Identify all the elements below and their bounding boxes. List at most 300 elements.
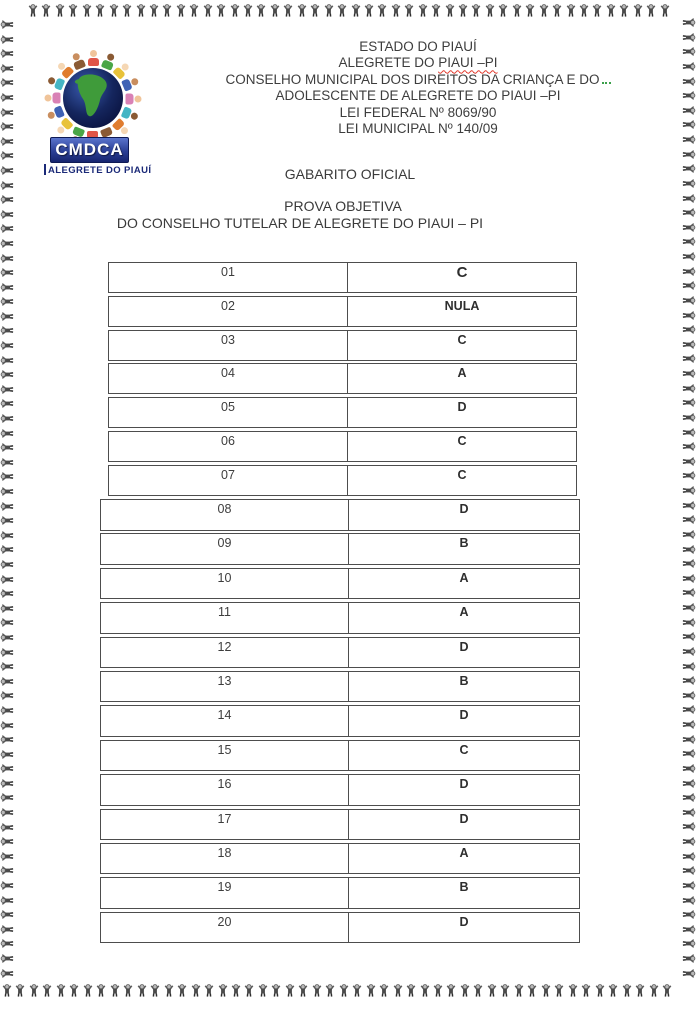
dancing-child-icon: [683, 295, 696, 305]
dancing-child-icon: [683, 61, 696, 71]
dancing-child-icon: [539, 4, 549, 17]
dancing-child-icon: [1, 647, 14, 657]
dancing-child-icon: [243, 4, 253, 17]
answer-table-part-2: [100, 499, 580, 946]
answer-cell: C: [347, 432, 576, 461]
child-figure-icon: [45, 92, 62, 104]
dancing-child-icon: [683, 778, 696, 788]
dancing-child-icon: [55, 4, 65, 17]
child-figure-icon: [87, 50, 99, 67]
dancing-child-icon: [123, 984, 133, 997]
header-line-alegrete: [168, 55, 668, 71]
dancing-child-icon: [204, 984, 214, 997]
dancing-child-icon: [683, 398, 696, 408]
dancing-child-icon: [176, 4, 186, 17]
dancing-child-icon: [1, 443, 14, 453]
table-row: [108, 465, 577, 496]
dancing-child-icon: [1, 165, 14, 175]
dancing-child-icon: [633, 4, 643, 17]
answer-cell: D: [348, 706, 579, 736]
dancing-child-icon: [162, 4, 172, 17]
table-row: [100, 809, 580, 841]
dancing-child-icon: [579, 4, 589, 17]
dancing-child-icon: [683, 529, 696, 539]
question-number-cell: 05: [221, 400, 235, 415]
header-line-alegrete-prefix: ALEGRETE DO: [338, 55, 439, 71]
answer-cell: D: [348, 913, 579, 943]
dancing-child-icon: [109, 4, 119, 17]
dancing-child-icon: [683, 661, 696, 671]
dancing-child-icon: [1, 881, 14, 891]
dancing-child-icon: [683, 632, 696, 642]
dancing-child-icon: [592, 4, 602, 17]
table-row: [100, 499, 580, 531]
dancing-child-icon: [683, 910, 696, 920]
dancing-child-icon: [1, 939, 14, 949]
header-line-lei-municipal: LEI MUNICIPAL Nº 140/09: [338, 121, 498, 137]
dancing-child-icon: [683, 734, 696, 744]
dancing-child-icon: [683, 325, 696, 335]
table-row: [100, 705, 580, 737]
dancing-child-icon: [95, 4, 105, 17]
dancing-child-icon: [136, 4, 146, 17]
dancing-child-icon: [608, 984, 618, 997]
dancing-child-icon: [487, 984, 497, 997]
question-number-cell: 19: [217, 880, 232, 895]
answer-cell: C: [347, 263, 576, 292]
dancing-child-icon: [177, 984, 187, 997]
dancing-child-icon: [683, 237, 696, 247]
dancing-child-icon: [283, 4, 293, 17]
dancing-child-icon: [366, 984, 376, 997]
dancing-child-icon: [1, 749, 14, 759]
dancing-child-icon: [1, 399, 14, 409]
dancing-child-icon: [683, 705, 696, 715]
dancing-child-icon: [1, 384, 14, 394]
dancing-child-icon: [404, 4, 414, 17]
dancing-child-icon: [595, 984, 605, 997]
dancing-child-icon: [683, 18, 696, 28]
dancing-child-icon: [683, 603, 696, 613]
table-row: [108, 330, 577, 361]
dancing-child-icon: [149, 4, 159, 17]
dancing-child-icon: [683, 193, 696, 203]
dancing-child-icon: [683, 383, 696, 393]
dancing-child-icon: [683, 412, 696, 422]
table-row: [100, 843, 580, 875]
cmdca-logo: [44, 44, 164, 176]
answer-cell: B: [348, 672, 579, 702]
dancing-child-icon: [683, 354, 696, 364]
dancing-child-icon: [150, 984, 160, 997]
dancing-child-icon: [15, 984, 25, 997]
dancing-child-icon: [1, 837, 14, 847]
question-number-cell: 10: [217, 570, 232, 585]
question-number-cell: 13: [217, 673, 232, 688]
question-number-cell: 11: [218, 605, 231, 620]
dancing-child-icon: [445, 4, 455, 17]
table-row: [100, 602, 580, 634]
dancing-child-icon: [325, 984, 335, 997]
dancing-child-icon: [1, 20, 14, 30]
dancing-child-icon: [393, 984, 403, 997]
dancing-child-icon: [1, 574, 14, 584]
header-line-conselho: [168, 72, 668, 88]
dancing-child-icon: [566, 4, 576, 17]
dancing-child-icon: [379, 984, 389, 997]
answer-cell: D: [348, 810, 579, 840]
dancing-child-icon: [1, 487, 14, 497]
question-number-cell: 06: [221, 433, 235, 448]
dancing-child-icon: [527, 984, 537, 997]
dancing-child-icon: [683, 252, 696, 262]
dancing-child-icon: [1, 851, 14, 861]
dancing-child-icon: [1, 691, 14, 701]
dancing-child-icon: [1, 968, 14, 978]
answer-cell: A: [348, 569, 579, 599]
dancing-child-icon: [1, 559, 14, 569]
dancing-child-icon: [1, 501, 14, 511]
dancing-child-icon: [122, 4, 132, 17]
dancing-child-icon: [552, 4, 562, 17]
document-header: [168, 39, 668, 137]
header-line-lei-federal: LEI FEDERAL Nº 8069/90: [339, 104, 497, 120]
dancing-child-icon: [218, 984, 228, 997]
answer-cell: B: [348, 534, 579, 564]
dancing-child-icon: [433, 984, 443, 997]
dancing-child-icon: [568, 984, 578, 997]
page-border-top: [28, 4, 670, 18]
dancing-child-icon: [683, 646, 696, 656]
prova-subtitle-line1: PROVA OBJETIVA: [284, 198, 402, 214]
dancing-child-icon: [420, 984, 430, 997]
dancing-child-icon: [683, 471, 696, 481]
dancing-child-icon: [1, 34, 14, 44]
dancing-child-icon: [458, 4, 468, 17]
dancing-child-icon: [297, 4, 307, 17]
dancing-child-icon: [1, 954, 14, 964]
dancing-child-icon: [191, 984, 201, 997]
dancing-child-icon: [1, 92, 14, 102]
dancing-child-icon: [431, 4, 441, 17]
dancing-child-icon: [649, 984, 659, 997]
dancing-child-icon: [1, 370, 14, 380]
dancing-child-icon: [1, 910, 14, 920]
question-number-cell: 04: [221, 366, 235, 381]
dancing-child-icon: [683, 866, 696, 876]
dancing-child-icon: [662, 984, 672, 997]
dancing-child-icon: [606, 4, 616, 17]
dancing-child-icon: [1, 151, 14, 161]
table-row: [100, 877, 580, 909]
dancing-child-icon: [683, 837, 696, 847]
dancing-child-icon: [683, 968, 696, 978]
dancing-child-icon: [1, 297, 14, 307]
prova-subtitle-line2: DO CONSELHO TUTELAR DE ALEGRETE DO PIAUI – PI: [116, 215, 484, 231]
dancing-child-icon: [1, 472, 14, 482]
dancing-child-icon: [1, 618, 14, 628]
dancing-child-icon: [683, 749, 696, 759]
dancing-child-icon: [2, 984, 12, 997]
question-number-cell: 08: [217, 502, 232, 516]
dancing-child-icon: [1, 180, 14, 190]
dancing-child-icon: [646, 4, 656, 17]
table-row: [100, 671, 580, 703]
table-row: [108, 262, 577, 293]
dancing-child-icon: [1, 136, 14, 146]
dancing-child-icon: [28, 4, 38, 17]
dancing-child-icon: [446, 984, 456, 997]
dancing-child-icon: [230, 4, 240, 17]
dancing-child-icon: [473, 984, 483, 997]
question-number-cell: 07: [221, 467, 235, 482]
dancing-child-icon: [1, 224, 14, 234]
dancing-child-icon: [1, 589, 14, 599]
dancing-child-icon: [683, 266, 696, 276]
dancing-child-icon: [683, 76, 696, 86]
dancing-child-icon: [683, 617, 696, 627]
header-line-adolescente: ADOLESCENTE DE ALEGRETE DO PIAUI –PI: [275, 88, 561, 104]
dancing-child-icon: [500, 984, 510, 997]
dancing-child-icon: [69, 984, 79, 997]
dancing-child-icon: [1, 632, 14, 642]
dancing-child-icon: [683, 515, 696, 525]
dancing-child-icon: [622, 984, 632, 997]
dancing-child-icon: [683, 573, 696, 583]
question-number-cell: 01: [221, 265, 235, 279]
dancing-child-icon: [1, 778, 14, 788]
dancing-child-icon: [324, 4, 334, 17]
header-line-conselho-text: CONSELHO MUNICIPAL DOS DIREITOS DA CRIANÇA E DO: [225, 71, 600, 87]
dancing-child-icon: [110, 984, 120, 997]
dancing-child-icon: [683, 456, 696, 466]
answer-cell: C: [347, 331, 576, 360]
dancing-child-icon: [83, 984, 93, 997]
dancing-child-icon: [203, 4, 213, 17]
dancing-child-icon: [164, 984, 174, 997]
dancing-child-icon: [683, 588, 696, 598]
dancing-child-icon: [683, 486, 696, 496]
dancing-child-icon: [1, 895, 14, 905]
dancing-child-icon: [1, 457, 14, 467]
answer-table-part-1: [108, 262, 577, 499]
dancing-child-icon: [1, 195, 14, 205]
dancing-child-icon: [683, 676, 696, 686]
answer-cell: NULA: [347, 297, 576, 326]
dancing-child-icon: [683, 939, 696, 949]
dancing-child-icon: [1, 238, 14, 248]
dancing-child-icon: [1, 209, 14, 219]
dancing-child-icon: [683, 47, 696, 57]
dancing-child-icon: [216, 4, 226, 17]
dancing-child-icon: [271, 984, 281, 997]
dancing-child-icon: [683, 544, 696, 554]
answer-cell: D: [347, 398, 576, 427]
dancing-child-icon: [683, 105, 696, 115]
dancing-child-icon: [1, 545, 14, 555]
dancing-child-icon: [256, 4, 266, 17]
dancing-child-icon: [1, 107, 14, 117]
dancing-child-icon: [683, 924, 696, 934]
dancing-child-icon: [337, 4, 347, 17]
logo-caption: ALEGRETE DO PIAUÍ: [44, 164, 154, 176]
table-row: [108, 397, 577, 428]
dancing-child-icon: [298, 984, 308, 997]
dancing-child-icon: [42, 984, 52, 997]
dancing-child-icon: [683, 559, 696, 569]
dancing-child-icon: [364, 4, 374, 17]
dancing-child-icon: [683, 310, 696, 320]
dancing-child-icon: [683, 822, 696, 832]
dancing-child-icon: [244, 984, 254, 997]
dancing-child-icon: [96, 984, 106, 997]
answer-cell: A: [348, 603, 579, 633]
dancing-child-icon: [1, 793, 14, 803]
dancing-child-icon: [56, 984, 66, 997]
table-row: [108, 431, 577, 462]
dancing-child-icon: [683, 763, 696, 773]
dancing-child-icon: [683, 880, 696, 890]
dancing-child-icon: [312, 984, 322, 997]
dancing-child-icon: [683, 690, 696, 700]
dancing-child-icon: [512, 4, 522, 17]
dancing-child-icon: [683, 164, 696, 174]
dancing-child-icon: [683, 720, 696, 730]
question-number-cell: 15: [217, 742, 232, 757]
table-row: [100, 740, 580, 772]
dancing-child-icon: [683, 500, 696, 510]
dancing-child-icon: [258, 984, 268, 997]
children-around-globe-icon: [47, 52, 139, 144]
dancing-child-icon: [683, 32, 696, 42]
question-number-cell: 03: [221, 332, 235, 347]
dancing-child-icon: [231, 984, 241, 997]
dancing-child-icon: [137, 984, 147, 997]
page-border-bottom: [2, 984, 672, 998]
dancing-child-icon: [683, 369, 696, 379]
dancing-child-icon: [270, 4, 280, 17]
dancing-child-icon: [391, 4, 401, 17]
dancing-child-icon: [1, 764, 14, 774]
dancing-child-icon: [406, 984, 416, 997]
question-number-cell: 14: [217, 708, 232, 723]
child-figure-icon: [125, 92, 142, 104]
header-line-alegrete-misspelled: PIAUI –PI: [438, 55, 498, 71]
dancing-child-icon: [1, 676, 14, 686]
dancing-child-icon: [683, 427, 696, 437]
dancing-child-icon: [660, 4, 670, 17]
gabarito-title: GABARITO OFICIAL: [284, 166, 416, 182]
dancing-child-icon: [485, 4, 495, 17]
table-row: [100, 533, 580, 565]
dancing-child-icon: [471, 4, 481, 17]
answer-cell: C: [348, 741, 579, 771]
dancing-child-icon: [683, 895, 696, 905]
dancing-child-icon: [683, 954, 696, 964]
dancing-child-icon: [460, 984, 470, 997]
dancing-child-icon: [41, 4, 51, 17]
dancing-child-icon: [683, 281, 696, 291]
dancing-child-icon: [1, 311, 14, 321]
dancing-child-icon: [1, 253, 14, 263]
dancing-child-icon: [683, 91, 696, 101]
dancing-child-icon: [1, 516, 14, 526]
question-number-cell: 20: [217, 914, 232, 929]
dancing-child-icon: [1, 78, 14, 88]
dancing-child-icon: [339, 984, 349, 997]
dancing-child-icon: [285, 984, 295, 997]
dancing-child-icon: [1, 603, 14, 613]
dancing-child-icon: [683, 149, 696, 159]
dancing-child-icon: [1, 720, 14, 730]
dancing-child-icon: [683, 442, 696, 452]
answer-cell: D: [348, 638, 579, 668]
dancing-child-icon: [1, 705, 14, 715]
question-number-cell: 18: [217, 845, 232, 860]
dancing-child-icon: [1, 268, 14, 278]
page-border-left: [2, 18, 16, 980]
dancing-child-icon: [683, 851, 696, 861]
dancing-child-icon: [541, 984, 551, 997]
header-line-estado: ESTADO DO PIAUÍ: [359, 39, 477, 54]
dancing-child-icon: [1, 530, 14, 540]
answer-cell: A: [348, 844, 579, 874]
dancing-child-icon: [1, 282, 14, 292]
table-row: [100, 774, 580, 806]
answer-cell: D: [348, 500, 579, 530]
dancing-child-icon: [351, 4, 361, 17]
dancing-child-icon: [1, 49, 14, 59]
dancing-child-icon: [525, 4, 535, 17]
dancing-child-icon: [418, 4, 428, 17]
dancing-child-icon: [1, 822, 14, 832]
dancing-child-icon: [377, 4, 387, 17]
table-row: [100, 637, 580, 669]
answer-cell: C: [347, 466, 576, 495]
dancing-child-icon: [683, 339, 696, 349]
dancing-child-icon: [683, 807, 696, 817]
question-number-cell: 16: [217, 777, 232, 792]
question-number-cell: 12: [217, 639, 232, 654]
dancing-child-icon: [581, 984, 591, 997]
question-number-cell: 09: [217, 536, 232, 551]
dancing-child-icon: [1, 428, 14, 438]
dancing-child-icon: [1, 326, 14, 336]
dancing-child-icon: [619, 4, 629, 17]
dancing-child-icon: [514, 984, 524, 997]
answer-cell: B: [348, 878, 579, 908]
dancing-child-icon: [189, 4, 199, 17]
dancing-child-icon: [82, 4, 92, 17]
dancing-child-icon: [1, 122, 14, 132]
dancing-child-icon: [1, 414, 14, 424]
dancing-child-icon: [1, 662, 14, 672]
page-border-right: [684, 16, 698, 980]
dancing-child-icon: [1, 735, 14, 745]
dancing-child-icon: [683, 135, 696, 145]
question-number-cell: 17: [217, 811, 232, 826]
dancing-child-icon: [29, 984, 39, 997]
dancing-child-icon: [683, 178, 696, 188]
dancing-child-icon: [1, 808, 14, 818]
dancing-child-icon: [1, 63, 14, 73]
table-row: [100, 568, 580, 600]
table-row: [108, 363, 577, 394]
dancing-child-icon: [1, 866, 14, 876]
table-row: [108, 296, 577, 327]
dancing-child-icon: [68, 4, 78, 17]
dancing-child-icon: [635, 984, 645, 997]
